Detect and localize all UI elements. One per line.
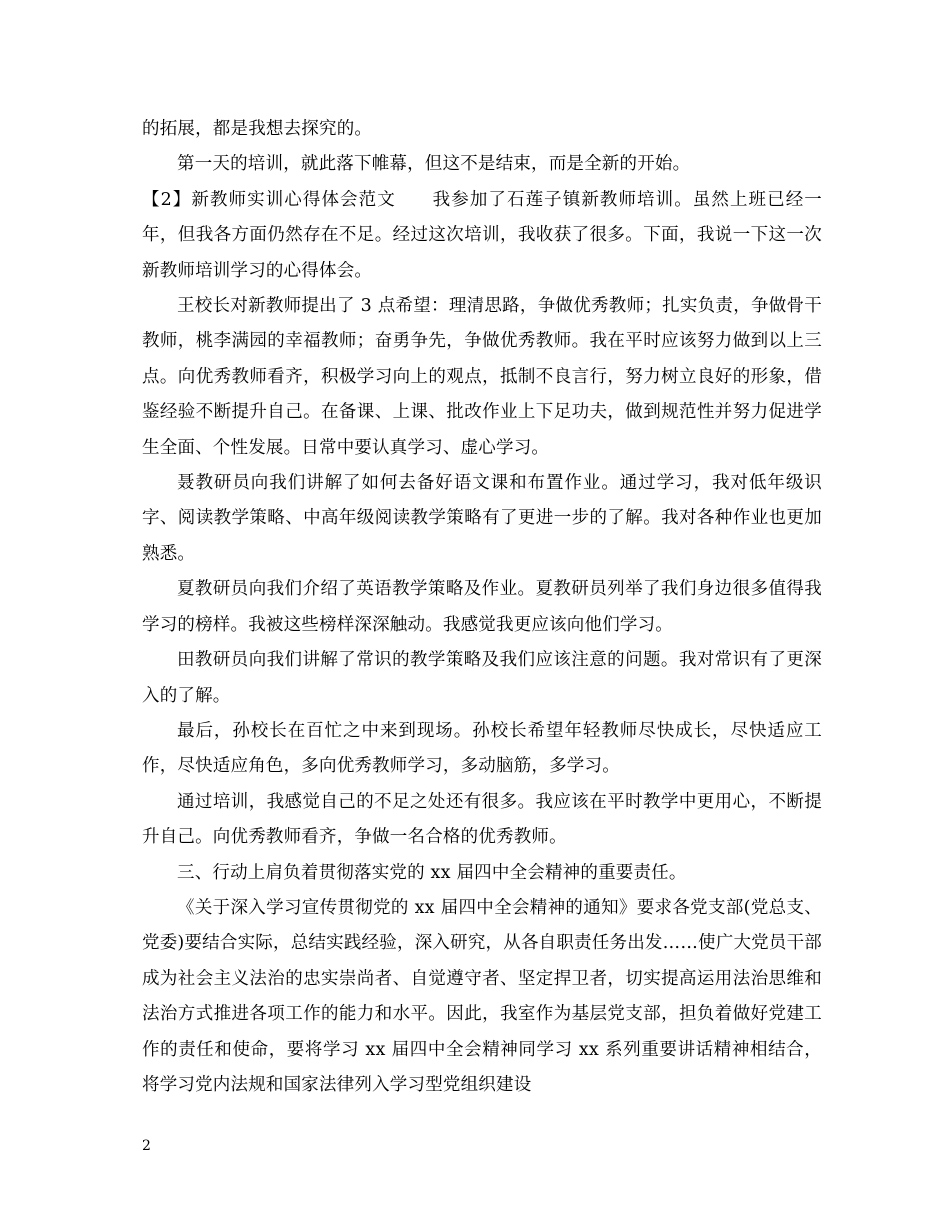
- document-body: [142, 112, 822, 1103]
- paragraph-1: 的拓展，都是我想去探究的。: [142, 119, 373, 139]
- paragraph-8: 最后，孙校长在百忙之中来到现场。孙校长希望年轻教师尽快成长，尽快适应工作，尽快适应角色，多向优秀教师学习，多动脑筋，多学习。: [142, 720, 822, 777]
- page-number: 2: [142, 1138, 151, 1154]
- section-intro-text: 我参加了石莲子镇新教师培训。虽然上班已经一年，但我各方面仍然存在不足。经过这次培训，我收获了很多。下面，我说一下这一次新教师培训学习的心得体会。: [142, 189, 822, 281]
- paragraph-2: 第一天的培训，就此落下帷幕，但这不是结束，而是全新的开始。: [177, 154, 691, 175]
- paragraph-4: 王校长对新教师提出了 3 点希望：理清思路，争做优秀教师；扎实负责，争做骨干教师，桃李满园的幸福教师；奋勇争先，争做优秀教师。我在平时应该努力做到以上三点。向优秀教师看齐，积极学习向上的观点，抵制不良言行，努力树立良好的形象，借鉴经验不断提升自己。在备课、上课、批改作业上下足功夫，做到规范性并努力促进学生全面、个性发展。日常中要认真学习、虚心学习。: [142, 296, 822, 458]
- section-heading: 【2】新教师实训心得体会范文: [142, 189, 396, 210]
- paragraph-3: [142, 183, 822, 289]
- paragraph-9: 通过培训，我感觉自己的不足之处还有很多。我应该在平时教学中更用心，不断提升自己。向优秀教师看齐，争做一名合格的优秀教师。: [142, 791, 822, 848]
- paragraph-7: 田教研员向我们讲解了常识的教学策略及我们应该注意的问题。我对常识有了更深入的了解。: [142, 650, 822, 706]
- paragraph-6: 夏教研员向我们介绍了英语教学策略及作业。夏教研员列举了我们身边很多值得我学习的榜样。我被这些榜样深深触动。我感觉我更应该向他们学习。: [142, 579, 822, 635]
- paragraph-11: 《关于深入学习宣传贯彻党的 xx 届四中全会精神的通知》要求各党支部(党总支、党委)要结合实际，总结实践经验，深入研究，从各自职责任务出发……使广大党员干部成为社会主义法治的忠实崇尚者、自觉遵守者、坚定捍卫者，切实提高运用法治思维和法治方式推进各项工作的能力和水平。因此，我室作为基层党支部，担负着做好党建工作的责任和使命，要将学习 xx 届四中全会精神同学习 xx 系列重要讲话精神相结合，将学习党内法规和国家法律列入学习型党组织建设: [142, 897, 822, 1095]
- paragraph-10: 三、行动上肩负着贯彻落实党的 xx 届四中全会精神的重要责任。: [177, 862, 687, 883]
- paragraph-5: 聂教研员向我们讲解了如何去备好语文课和布置作业。通过学习，我对低年级识字、阅读教学策略、中高年级阅读教学策略有了更进一步的了解。我对各种作业也更加熟悉。: [142, 473, 822, 564]
